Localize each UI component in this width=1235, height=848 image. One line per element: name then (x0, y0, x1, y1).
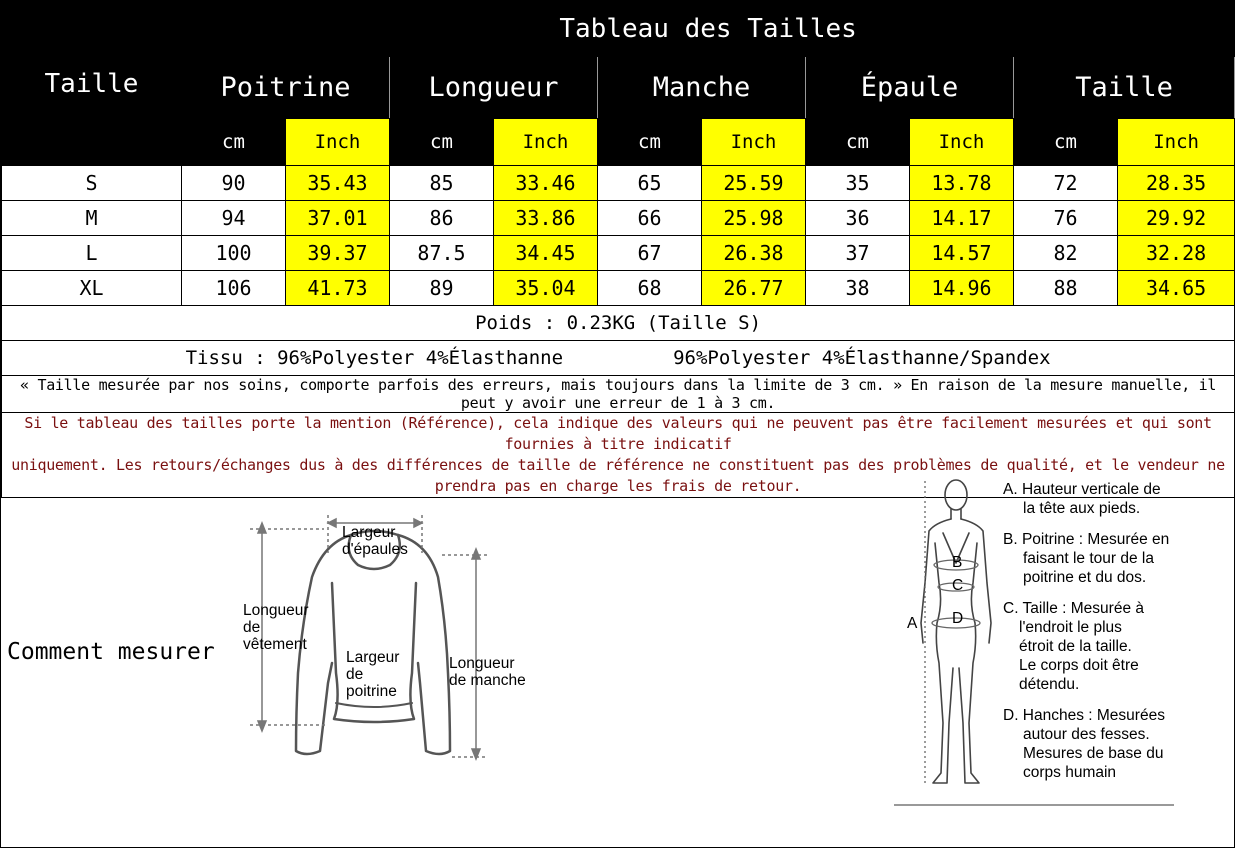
sweater-outline (296, 531, 450, 754)
value-cm: 90 (182, 166, 286, 201)
body-mark-c: C (952, 577, 964, 594)
sleeve-length-label: Longueur de manche (449, 655, 526, 689)
size-label: XL (2, 271, 182, 306)
unit-inch: Inch (494, 119, 598, 166)
unit-cm: cm (390, 119, 494, 166)
body-figure-diagram (899, 473, 999, 793)
value-cm: 94 (182, 201, 286, 236)
value-cm: 100 (182, 236, 286, 271)
chest-width-label: Largeur de poitrine (346, 649, 400, 700)
value-cm: 68 (598, 271, 702, 306)
group-header-waist: Taille (1014, 57, 1235, 119)
reference-warning-line-2: uniquement. Les retours/échanges dus à des différences de taille de référence ne constituent pas des problèmes de qualité, et le vendeur ne prendra pas en charge les frais de retour. (11, 456, 1225, 495)
unit-inch: Inch (1118, 119, 1235, 166)
measurement-note: « Taille mesurée par nos soins, comporte parfois des erreurs, mais toujours dans la limite de 3 cm. » En raison de la mesure manuelle, il peut y avoir une erreur de 1 à 3 cm. (2, 376, 1235, 413)
group-header-chest: Poitrine (182, 57, 390, 119)
unit-inch: Inch (702, 119, 806, 166)
value-cm: 106 (182, 271, 286, 306)
table-row (2, 201, 1235, 236)
unit-cm: cm (182, 119, 286, 166)
body-mark-b: B (952, 554, 963, 571)
unit-cm: cm (598, 119, 702, 166)
size-label: L (2, 236, 182, 271)
group-header-shoulder: Épaule (806, 57, 1014, 119)
weight-info: Poids : 0.23KG (Taille S) (2, 306, 1235, 341)
body-outline (921, 480, 991, 783)
value-inch: 34.65 (1118, 271, 1235, 306)
group-header-length: Longueur (390, 57, 598, 119)
value-inch: 26.38 (702, 236, 806, 271)
body-mark-a: A (907, 615, 918, 632)
value-inch: 14.57 (910, 236, 1014, 271)
value-inch: 35.04 (494, 271, 598, 306)
value-inch: 33.46 (494, 166, 598, 201)
value-inch: 26.77 (702, 271, 806, 306)
how-to-measure-label: Comment mesurer (7, 639, 215, 665)
fabric-primary: Tissu : 96%Polyester 4%Élasthanne (185, 347, 564, 369)
value-cm: 82 (1014, 236, 1118, 271)
unit-cm: cm (806, 119, 910, 166)
legend-item: A. Hauteur verticale de la tête aux pieds. (1003, 481, 1161, 517)
value-inch: 14.96 (910, 271, 1014, 306)
value-inch: 33.86 (494, 201, 598, 236)
value-cm: 76 (1014, 201, 1118, 236)
value-inch: 14.17 (910, 201, 1014, 236)
value-inch: 32.28 (1118, 236, 1235, 271)
value-cm: 88 (1014, 271, 1118, 306)
value-cm: 86 (390, 201, 494, 236)
value-cm: 87.5 (390, 236, 494, 271)
measurement-legend (1003, 480, 1169, 794)
unit-inch: Inch (910, 119, 1014, 166)
body-mark-d: D (952, 610, 964, 627)
table-row (2, 271, 1235, 306)
fabric-secondary: 96%Polyester 4%Élasthanne/Spandex (673, 347, 1051, 369)
value-cm: 67 (598, 236, 702, 271)
value-cm: 37 (806, 236, 910, 271)
figure-baseline (894, 803, 1174, 807)
value-inch: 37.01 (286, 201, 390, 236)
value-inch: 35.43 (286, 166, 390, 201)
how-to-measure-section (1, 463, 1234, 848)
legend-item: B. Poitrine : Mesurée en faisant le tour de la poitrine et du dos. (1003, 531, 1170, 586)
legend-item: C. Taille : Mesurée à l'endroit le plus étroit de la taille. Le corps doit être détendu. (1003, 600, 1144, 693)
value-cm: 72 (1014, 166, 1118, 201)
chart-title: Tableau des Tailles (182, 2, 1235, 57)
value-inch: 13.78 (910, 166, 1014, 201)
value-cm: 38 (806, 271, 910, 306)
value-inch: 25.98 (702, 201, 806, 236)
value-cm: 66 (598, 201, 702, 236)
size-label: M (2, 201, 182, 236)
table-row (2, 236, 1235, 271)
table-row (2, 166, 1235, 201)
legend-item: D. Hanches : Mesurées autour des fesses. Mesures de base du corps humain (1003, 707, 1165, 781)
size-label: S (2, 166, 182, 201)
reference-warning-line-1: Si le tableau des tailles porte la mention (Référence), cela indique des valeurs qui ne peuvent pas être facilement mesurées et qui sont fournies à titre indicatif (24, 414, 1212, 453)
value-inch: 25.59 (702, 166, 806, 201)
value-inch: 28.35 (1118, 166, 1235, 201)
value-inch: 29.92 (1118, 201, 1235, 236)
garment-length-label: Longueur de vêtement (243, 602, 309, 653)
unit-inch: Inch (286, 119, 390, 166)
value-inch: 34.45 (494, 236, 598, 271)
shoulder-width-label: Largeur d'épaules (342, 524, 408, 558)
value-inch: 41.73 (286, 271, 390, 306)
value-cm: 36 (806, 201, 910, 236)
size-column-header: Taille (2, 2, 182, 166)
fabric-info (2, 341, 1235, 376)
value-cm: 89 (390, 271, 494, 306)
value-cm: 35 (806, 166, 910, 201)
group-header-sleeve: Manche (598, 57, 806, 119)
unit-cm: cm (1014, 119, 1118, 166)
size-chart-table (1, 1, 1235, 498)
value-cm: 65 (598, 166, 702, 201)
value-inch: 39.37 (286, 236, 390, 271)
value-cm: 85 (390, 166, 494, 201)
